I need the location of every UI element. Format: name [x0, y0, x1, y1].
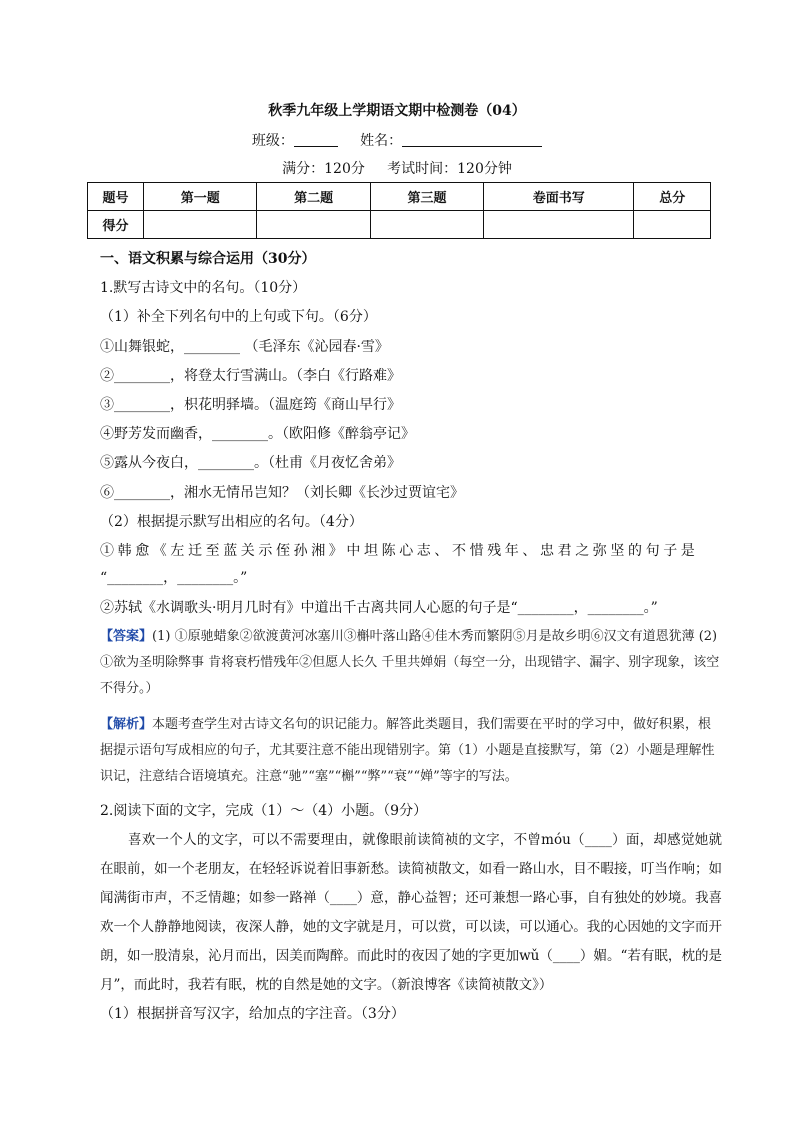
- score-cell[interactable]: [370, 211, 483, 239]
- score-cell[interactable]: [634, 211, 711, 239]
- header-cell: 第二题: [257, 183, 370, 211]
- reading-passage: 喜欢一个人的文字，可以不需要理由，就像眼前读简祯的文字，不曾móu（____）面，却感觉她就在眼前，如一个老朋友，在轻轻诉说着旧事新愁。读简祯散文，如看一路山水，目不暇接，叮当作响；如闻满街市声，不乏情趣；如参一路禅（____）意，静心益智；还可兼想一路心事，自有独处的妙境。我喜欢一个人静静地阅读，夜深人静，她的文字就是月，可以赏，可以读，可以通心。我的心因她的文字而开朗，如一股清泉，沁月而出，因美而陶醉。而此时的夜因了她的字更加wǔ（____）媚。“若有眠，枕的是月”，而此时，我若有眠，枕的自然是她的文字。（新浪博客《读简祯散文》）: [100, 832, 722, 993]
- score-table-score-row: [88, 211, 711, 239]
- analysis-block: [100, 712, 724, 790]
- question-1-part-2: （2）根据提示默写出相应的名句。（4分）: [100, 514, 363, 530]
- answer-text: (1) ①原驰蜡象②欲渡黄河冰塞川③槲叶落山路④佳木秀而繁阴⑤月是故乡明⑥汉文有道恩犹薄 (2) ①欲为圣明除弊事 肯将衰朽惜残年②但愿人长久 千里共婵娟（每空一分，出现错字、漏字、别字现象，该空不得分。）: [100, 629, 720, 696]
- analysis-tag: 【解析】: [100, 717, 153, 732]
- fill-item: ④野芳发而幽香，________。（欧阳修《醉翁亭记》: [100, 426, 415, 442]
- header-cell: 第一题: [144, 183, 257, 211]
- class-label: 班级：: [251, 133, 294, 149]
- header-cell: 卷面书写: [484, 183, 634, 211]
- fill-item: ①山舞银蛇，________ （毛泽东《沁园春·雪》: [100, 339, 389, 355]
- full-score: 满分：120分: [282, 161, 365, 177]
- prompt-han-yu-line2: “________，________。”: [100, 570, 248, 586]
- score-cell[interactable]: [144, 211, 257, 239]
- fill-item: ②________，将登太行雪满山。（李白《行路难》: [100, 368, 401, 384]
- score-cell[interactable]: [484, 211, 634, 239]
- name-blank[interactable]: [402, 132, 542, 147]
- name-label: 姓名：: [360, 133, 403, 149]
- exam-meta-line: [0, 158, 794, 178]
- class-blank[interactable]: [294, 132, 338, 147]
- section-heading: 一、语文积累与综合运用（30分）: [100, 251, 316, 267]
- prompt-su-shi: ②苏轼《水调歌头·明月几时有》中道出千古离共同人心愿的句子是“________，________。”: [100, 600, 658, 616]
- question-2-part-1: （1）根据拼音写汉字，给加点的字注音。（3分）: [100, 1006, 405, 1022]
- answer-block: [100, 624, 724, 702]
- analysis-text: 本题考查学生对古诗文名句的识记能力。解答此类题目，我们需要在平时的学习中，做好积累，根据提示语句写成相应的句子，尤其要注意不能出现错别字。第（1）小题是直接默写，第（2）小题是理解性识记，注意结合语境填充。注意“驰”“塞”“槲”“弊”“衰”“婵”等字的写法。: [100, 717, 715, 784]
- score-cell[interactable]: [257, 211, 370, 239]
- question-1: 1.默写古诗文中的名句。（10分）: [100, 280, 307, 296]
- score-table: [87, 182, 711, 239]
- header-cell: 总分: [634, 183, 711, 211]
- row-label-cell: 得分: [88, 211, 144, 239]
- fill-item: ③________，枳花明驿墙。（温庭筠《商山早行》: [100, 397, 401, 413]
- exam-title: 秋季九年级上学期语文期中检测卷（04）: [268, 103, 526, 119]
- prompt-han-yu-line1: ①韩愈《左迁至蓝关示侄孙湘》中坦陈心志、不惜残年、忠君之弥坚的句子是: [100, 543, 699, 559]
- score-table-header-row: [88, 183, 711, 211]
- exam-time: 考试时间：120分钟: [387, 161, 512, 177]
- fill-item: ⑤露从今夜白，________。（杜甫《月夜忆舍弟》: [100, 455, 401, 471]
- fill-item: ⑥________，湘水无情吊岂知？（刘长卿《长沙过贾谊宅》: [100, 485, 464, 501]
- answer-tag: 【答案】: [100, 629, 153, 644]
- header-cell: 题号: [88, 183, 144, 211]
- student-info-line: [0, 130, 794, 150]
- header-cell: 第三题: [370, 183, 483, 211]
- question-1-part-1: （1）补全下列名句中的上句或下句。（6分）: [100, 309, 377, 325]
- question-2: 2.阅读下面的文字，完成（1）～（4）小题。（9分）: [100, 803, 428, 819]
